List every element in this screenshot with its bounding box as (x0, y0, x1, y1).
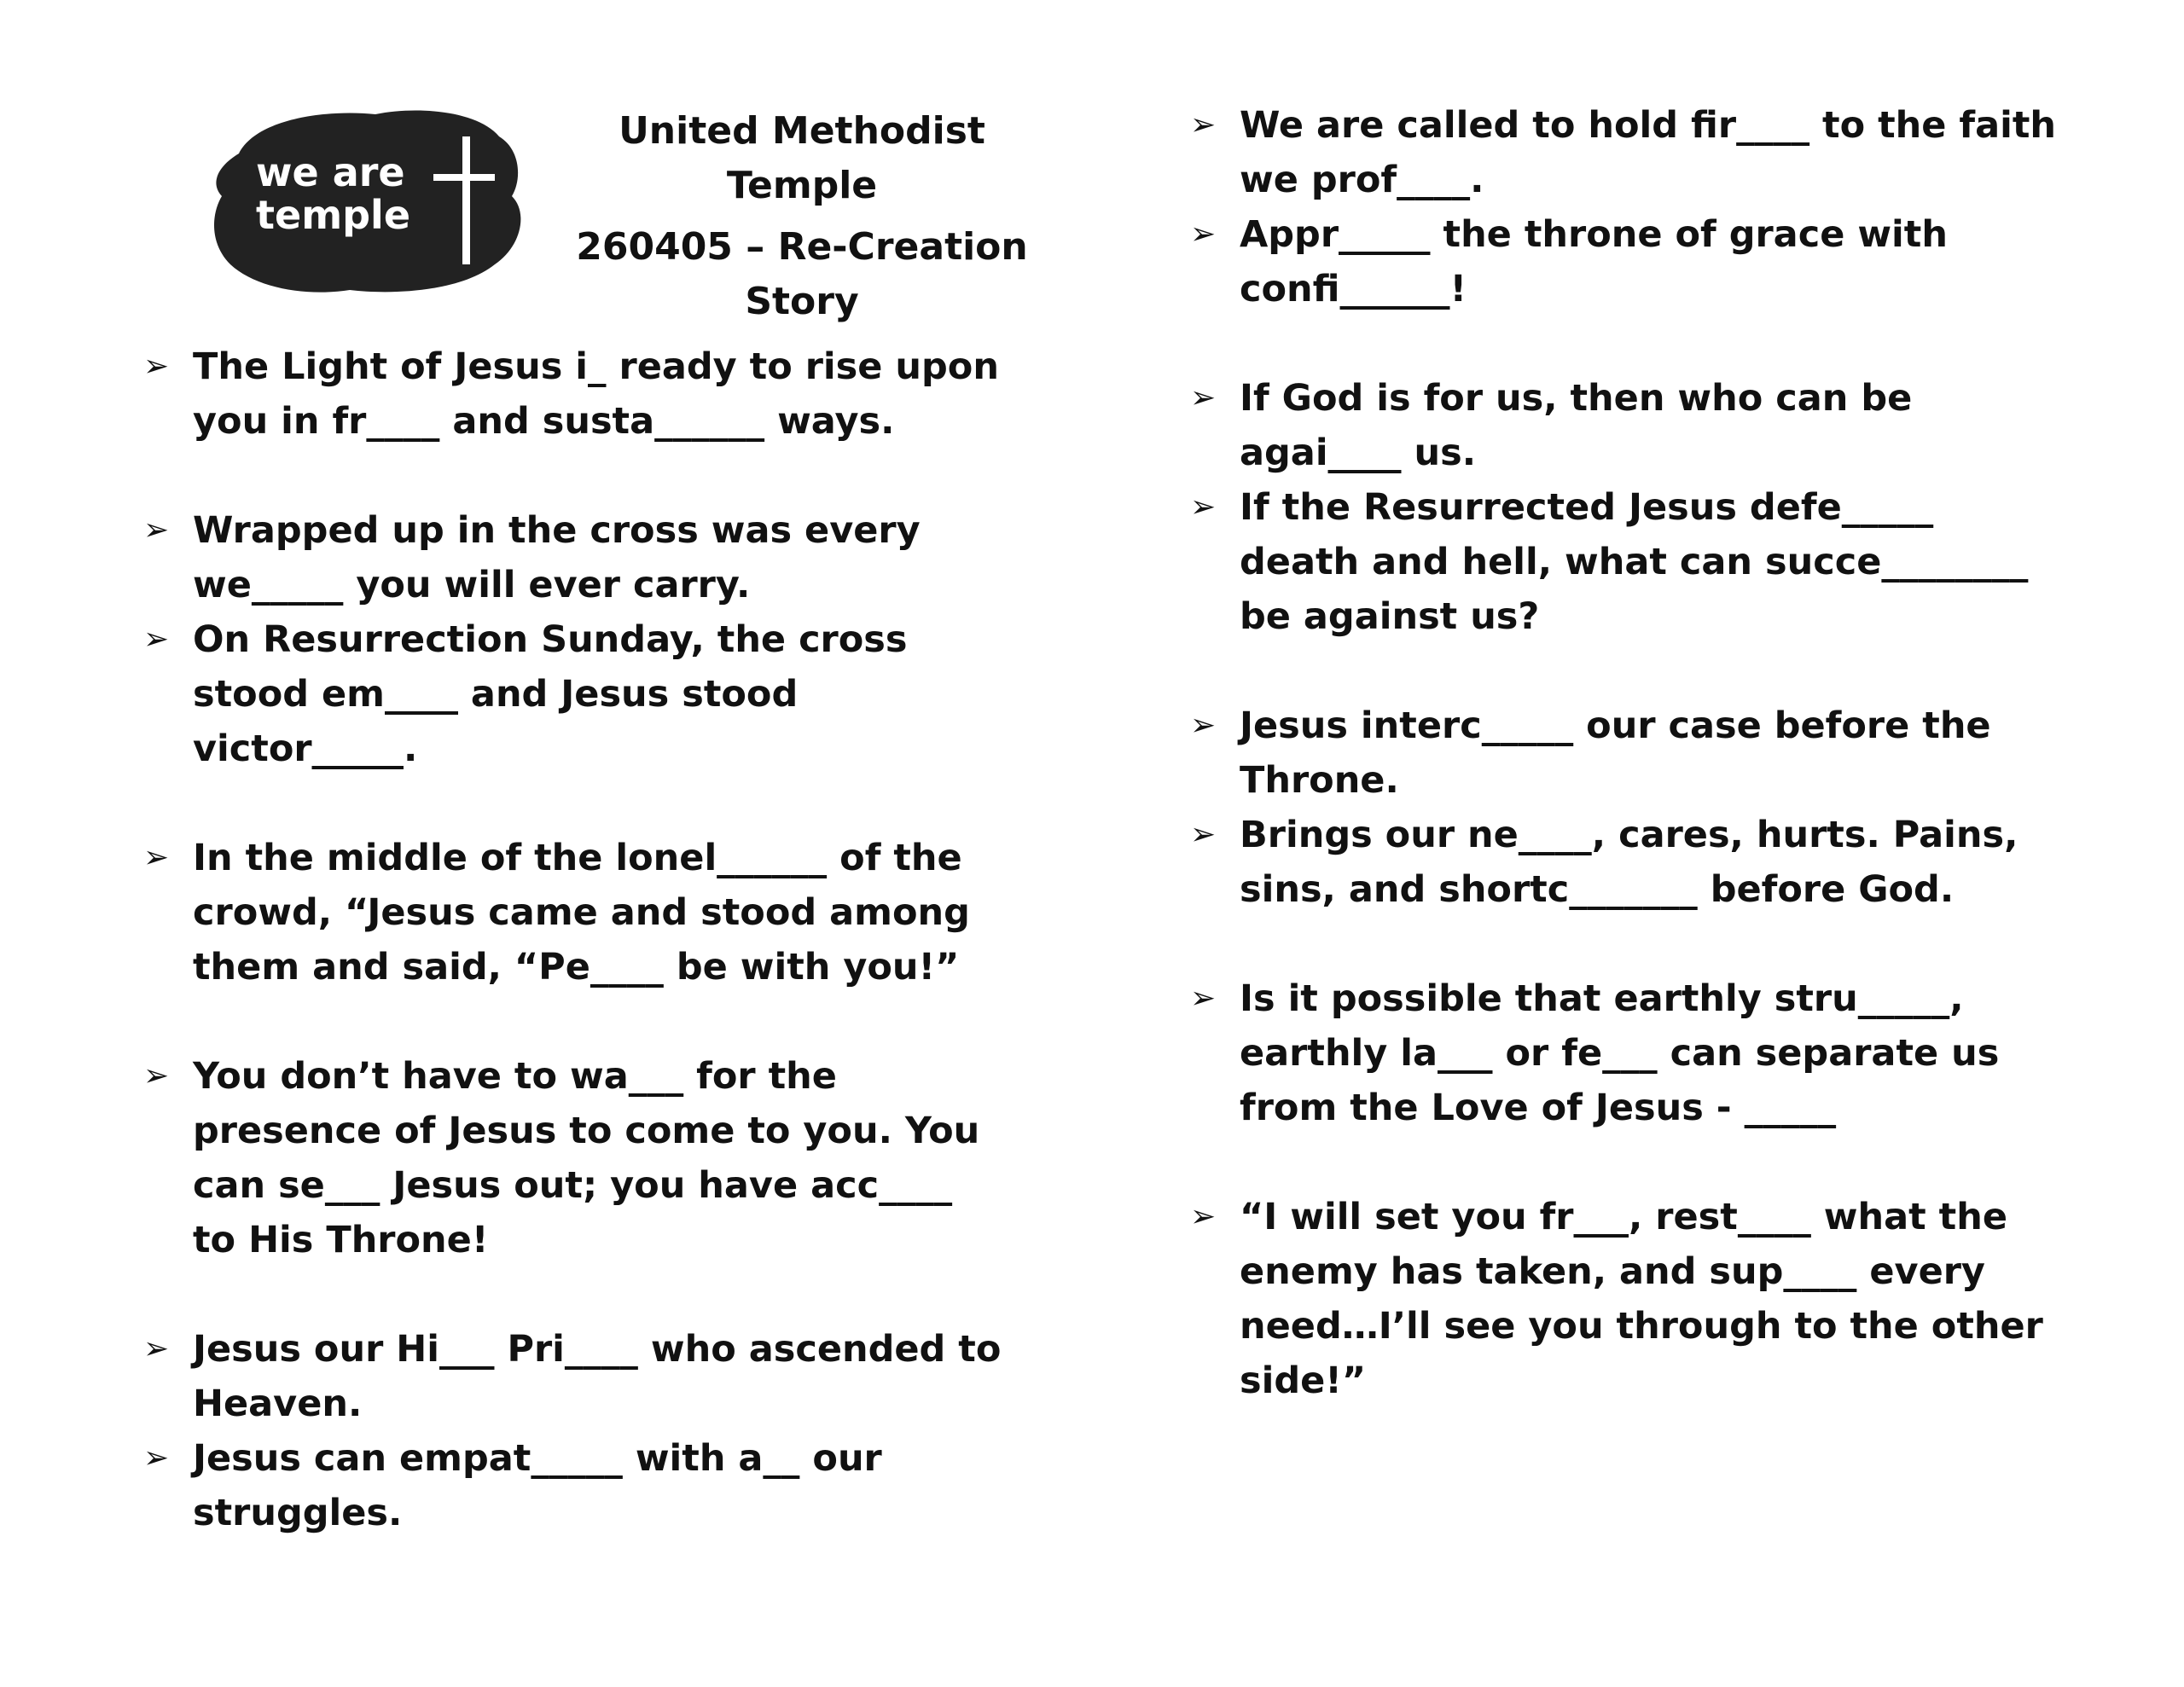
text-line: from the Love of Jesus - _____ (1240, 1087, 1837, 1129)
text-line: earthly la___ or fe___ can separate us (1240, 1032, 2000, 1075)
bullet-item (1190, 699, 2111, 808)
bullet-item (1190, 207, 2111, 316)
arrow-bullet-icon: ➢ (143, 840, 170, 875)
left-column (143, 339, 1090, 1540)
bullet-text (193, 831, 1090, 994)
bullet-item (1190, 98, 2111, 207)
bullet-item (1190, 1190, 2111, 1408)
text-line: In the middle of the lonel______ of the (193, 837, 962, 879)
text-line: victor_____. (193, 728, 418, 770)
document-header (546, 104, 1058, 329)
bullet-text (193, 1049, 1090, 1267)
bullet-text (193, 612, 1090, 776)
bullet-text (193, 503, 1090, 612)
text-line: You don’t have to wa___ for the (193, 1055, 837, 1098)
logo-graphic (205, 102, 537, 299)
text-line: If the Resurrected Jesus defe_____ (1240, 486, 1934, 529)
text-line: Jesus our Hi___ Pri____ who ascended to (193, 1328, 1002, 1371)
text-line: stood em____ and Jesus stood (193, 673, 799, 716)
text-line: Wrapped up in the cross was every (193, 509, 921, 552)
header-line-3: 260405 – Re-Creation (576, 225, 1028, 269)
text-line: We are called to hold fir____ to the faith (1240, 104, 2057, 147)
bullet-item (1190, 808, 2111, 917)
text-line: you in fr____ and susta______ ways. (193, 400, 895, 443)
bullet-item (1190, 480, 2111, 644)
text-line: Appr_____ the throne of grace with (1240, 213, 1948, 256)
bullet-text (193, 1322, 1090, 1431)
bullet-item (143, 503, 1090, 612)
we-are-temple-logo (205, 102, 537, 299)
header-line-2: Temple (726, 164, 878, 207)
right-column (1190, 98, 2111, 1408)
arrow-bullet-icon: ➢ (1190, 217, 1217, 252)
bullet-text (1240, 98, 2111, 207)
arrow-bullet-icon: ➢ (143, 1058, 170, 1093)
text-line: struggles. (193, 1492, 403, 1534)
arrow-bullet-icon: ➢ (1190, 107, 1217, 142)
text-line: them and said, “Pe____ be with you!” (193, 946, 960, 988)
arrow-bullet-icon: ➢ (1190, 817, 1217, 852)
text-line: can se___ Jesus out; you have acc____ (193, 1164, 953, 1207)
logo-text-line2: temple (256, 192, 411, 238)
bullet-text (193, 339, 1090, 449)
bullet-text (1240, 808, 2111, 917)
text-line: we_____ you will ever carry. (193, 564, 751, 606)
text-line: Throne. (1240, 759, 1399, 802)
header-line-1: United Methodist (619, 109, 985, 153)
text-line: to His Throne! (193, 1219, 489, 1261)
text-line: we prof____. (1240, 159, 1484, 201)
text-line: Jesus can empat_____ with a__ our (193, 1437, 882, 1480)
bullet-item (143, 831, 1090, 994)
bullet-item (143, 1431, 1090, 1540)
arrow-bullet-icon: ➢ (143, 622, 170, 657)
arrow-bullet-icon: ➢ (1190, 490, 1217, 525)
text-line: “I will set you fr___, rest____ what the (1240, 1196, 2007, 1238)
arrow-bullet-icon: ➢ (143, 349, 170, 384)
bullet-item (143, 1049, 1090, 1267)
text-line: The Light of Jesus i_ ready to rise upon (193, 345, 999, 388)
text-line: crowd, “Jesus came and stood among (193, 891, 970, 934)
bullet-text (1240, 480, 2111, 644)
text-line: presence of Jesus to come to you. You (193, 1110, 980, 1152)
bullet-item (1190, 371, 2111, 480)
bullet-item (143, 612, 1090, 776)
bullet-item (143, 1322, 1090, 1431)
bullet-text (193, 1431, 1090, 1540)
text-line: Jesus interc_____ our case before the (1240, 704, 1991, 747)
bullet-item (1190, 971, 2111, 1135)
bullet-text (1240, 971, 2111, 1135)
bullet-text (1240, 1190, 2111, 1408)
text-line: death and hell, what can succe________ (1240, 541, 2029, 583)
arrow-bullet-icon: ➢ (143, 1331, 170, 1366)
arrow-bullet-icon: ➢ (1190, 1199, 1217, 1234)
bullet-item (143, 339, 1090, 449)
text-line: Heaven. (193, 1383, 363, 1425)
bullet-text (1240, 371, 2111, 480)
text-line: confi______! (1240, 268, 1467, 310)
text-line: On Resurrection Sunday, the cross (193, 618, 908, 661)
arrow-bullet-icon: ➢ (1190, 380, 1217, 415)
logo-text-line1: we are (256, 149, 405, 195)
text-line: need…I’ll see you through to the other (1240, 1305, 2043, 1348)
bullet-text (1240, 699, 2111, 808)
text-line: Is it possible that earthly stru_____, (1240, 977, 1964, 1020)
bullet-text (1240, 207, 2111, 316)
text-line: sins, and shortc_______ before God. (1240, 868, 1955, 911)
text-line: agai____ us. (1240, 432, 1477, 474)
header-line-4: Story (745, 280, 859, 323)
text-line: enemy has taken, and sup____ every (1240, 1250, 1985, 1293)
text-line: If God is for us, then who can be (1240, 377, 1913, 420)
arrow-bullet-icon: ➢ (143, 513, 170, 548)
text-line: side!” (1240, 1359, 1367, 1402)
arrow-bullet-icon: ➢ (143, 1441, 170, 1475)
arrow-bullet-icon: ➢ (1190, 981, 1217, 1016)
text-line: Brings our ne____, cares, hurts. Pains, (1240, 814, 2018, 856)
text-line: be against us? (1240, 595, 1540, 638)
arrow-bullet-icon: ➢ (1190, 708, 1217, 743)
